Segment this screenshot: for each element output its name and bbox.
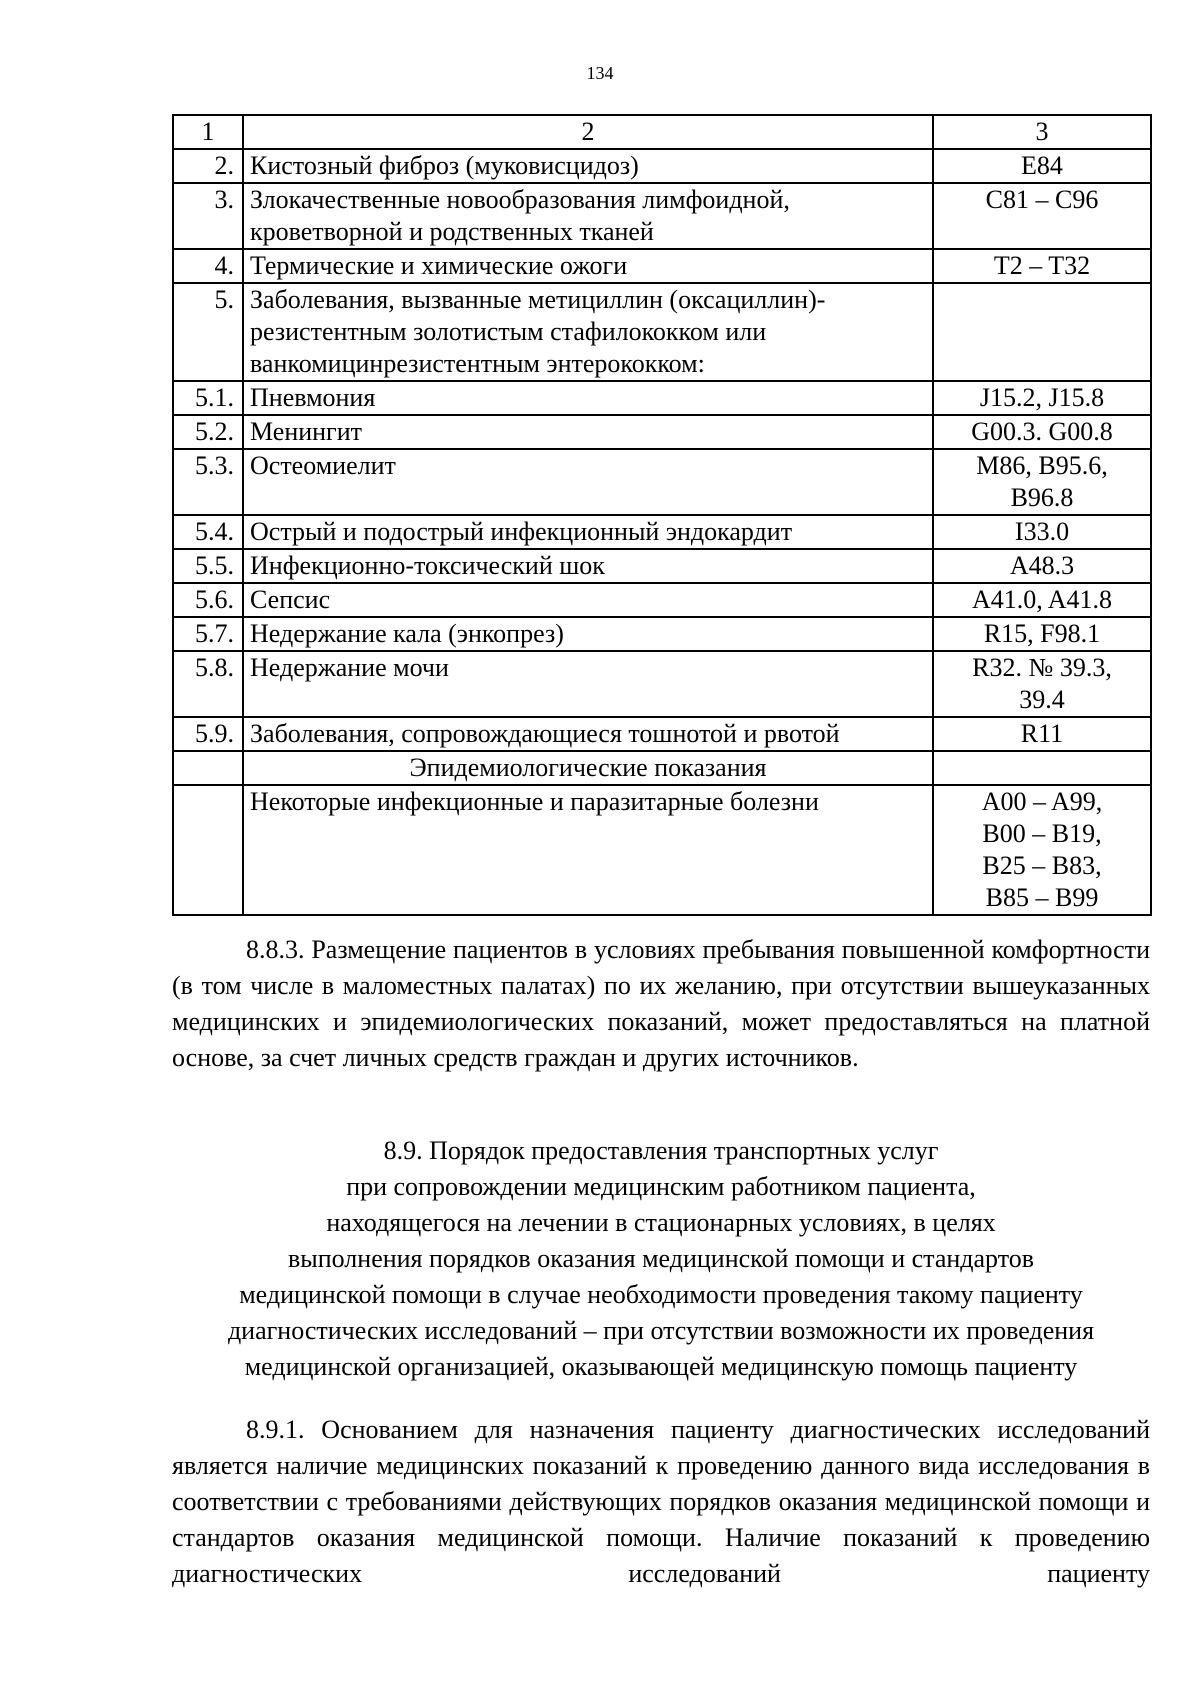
row-number: 5.8. [173, 651, 243, 717]
table-row [173, 549, 1151, 583]
row-code [933, 785, 1151, 915]
row-disease: Кистозный фиброз (муковисцидоз) [243, 149, 933, 183]
row-disease: Недержание мочи [243, 651, 933, 717]
row-code: C81 – C96 [933, 183, 1151, 249]
row-disease: Инфекционно-токсический шок [243, 549, 933, 583]
title-line: медицинской помощи в случае необходимости проведения такому пациенту [239, 1280, 1083, 1309]
table-row [173, 583, 1151, 617]
table-row [173, 449, 1151, 515]
table-row [173, 283, 1151, 381]
code-line: B00 – B19, [982, 819, 1102, 848]
row-code: R15, F98.1 [933, 617, 1151, 651]
paragraph-8-9-1: 8.9.1. Основанием для назначения пациенту диагностических исследований является наличие медицинских показаний к проведению данного вида исследования в соответствии с требованиями действующих порядков оказания медицинской помощи и стандартов оказания медицинской помощи. Наличие показаний к проведению диагностических исследований пациенту [172, 1415, 1150, 1588]
code-line: B85 – B99 [985, 883, 1099, 912]
code-line: A00 – A99, [981, 787, 1103, 816]
table-row [173, 515, 1151, 549]
paragraph-8-8-3: 8.8.3. Размещение пациентов в условиях пребывания повышенной комфортности (в том числе в маломестных палатах) по их желанию, при отсутствии вышеуказанных медицинских и эпидемиологических показаний, может предоставляться на платной основе, за счет личных средств граждан и других источников. [172, 935, 1150, 1072]
code-line: B25 – B83, [982, 851, 1102, 880]
row-disease: Остеомиелит [243, 449, 933, 515]
table-row [173, 717, 1151, 751]
row-disease: Менингит [243, 415, 933, 449]
table-row [173, 381, 1151, 415]
row-number: 5.5. [173, 549, 243, 583]
row-code: R11 [933, 717, 1151, 751]
table-header-row [173, 115, 1151, 149]
table-row [173, 415, 1151, 449]
row-disease: Недержание кала (энкопрез) [243, 617, 933, 651]
row-code: A48.3 [933, 549, 1151, 583]
row-disease: Заболевания, вызванные метициллин (оксациллин)-резистентным золотистым стафилококком или ванкомицинрезистентным энтерококком: [243, 283, 933, 381]
diagnosis-codes-table [172, 114, 1152, 916]
row-number: 5.1. [173, 381, 243, 415]
row-code: R32. № 39.3, 39.4 [933, 651, 1151, 717]
row-number [173, 785, 243, 915]
row-number: 4. [173, 249, 243, 283]
table-row [173, 249, 1151, 283]
row-disease: Некоторые инфекционные и паразитарные болезни [243, 785, 933, 915]
header-col-3: 3 [933, 115, 1151, 149]
row-number: 3. [173, 183, 243, 249]
section-8-9-title [172, 1133, 1150, 1385]
row-number: 5.6. [173, 583, 243, 617]
table-row [173, 617, 1151, 651]
table-row [173, 149, 1151, 183]
header-col-2: 2 [243, 115, 933, 149]
row-number: 5. [173, 283, 243, 381]
title-line: 8.9. Порядок предоставления транспортных услуг [383, 1136, 939, 1165]
row-code [933, 283, 1151, 381]
title-line: диагностических исследований – при отсутствии возможности их проведения [227, 1316, 1095, 1345]
row-code: T2 – T32 [933, 249, 1151, 283]
table-row [173, 651, 1151, 717]
row-disease: Острый и подострый инфекционный эндокардит [243, 515, 933, 549]
row-disease: Злокачественные новообразования лимфоидной, кроветворной и родственных тканей [243, 183, 933, 249]
row-number: 2. [173, 149, 243, 183]
row-number: 5.3. [173, 449, 243, 515]
row-code: A41.0, A41.8 [933, 583, 1151, 617]
header-col-1: 1 [173, 115, 243, 149]
row-code: J15.2, J15.8 [933, 381, 1151, 415]
table-row [173, 785, 1151, 915]
title-line: при сопровождении медицинским работником пациента, [346, 1172, 976, 1201]
row-disease: Заболевания, сопровождающиеся тошнотой и рвотой [243, 717, 933, 751]
table-row [173, 183, 1151, 249]
title-line: выполнения порядков оказания медицинской помощи и стандартов [287, 1244, 1034, 1273]
row-number: 5.4. [173, 515, 243, 549]
row-disease: Сепсис [243, 583, 933, 617]
title-line: находящегося на лечении в стационарных условиях, в целях [326, 1208, 996, 1237]
row-code: M86, B95.6, B96.8 [933, 449, 1151, 515]
title-line: медицинской организацией, оказывающей медицинскую помощь пациенту [244, 1352, 1078, 1381]
row-code: G00.3. G00.8 [933, 415, 1151, 449]
row-disease: Пневмония [243, 381, 933, 415]
row-number: 5.9. [173, 717, 243, 751]
epidemiological-heading: Эпидемиологические показания [243, 751, 933, 785]
page-number: 134 [586, 63, 614, 83]
table-subheading-row [173, 751, 1151, 785]
row-number: 5.2. [173, 415, 243, 449]
row-number: 5.7. [173, 617, 243, 651]
row-disease: Термические и химические ожоги [243, 249, 933, 283]
row-code: E84 [933, 149, 1151, 183]
row-code: I33.0 [933, 515, 1151, 549]
